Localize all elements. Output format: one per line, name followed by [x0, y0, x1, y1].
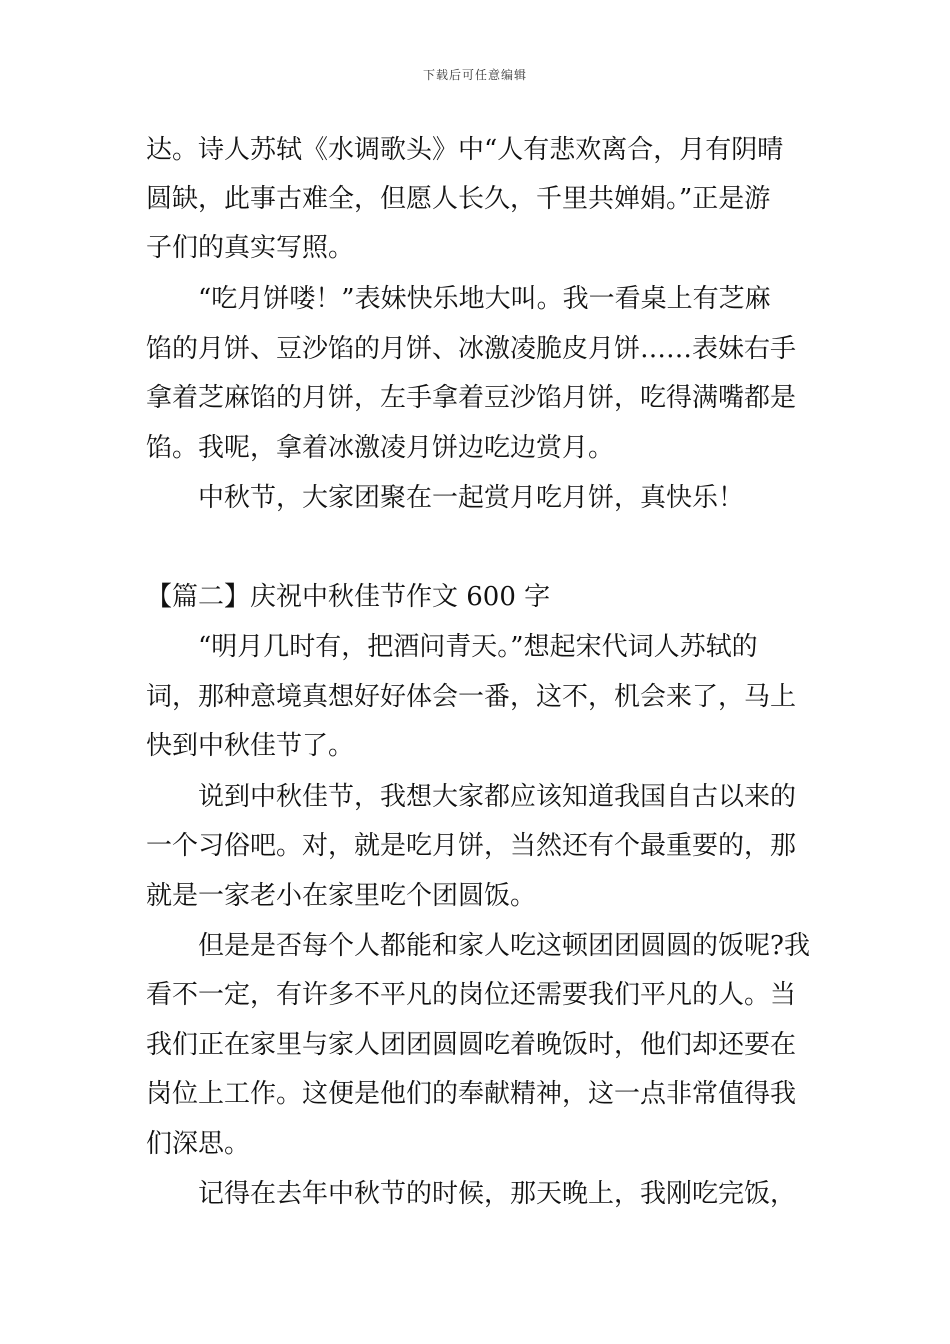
text-line: 词，那种意境真想好好体会一番，这不，机会来了，马上 [146, 682, 797, 712]
text-line: 岗位上工作。这便是他们的奉献精神，这一点非常值得我 [146, 1079, 797, 1109]
text-line: “明月几时有，把酒问青天。”想起宋代词人苏轼的 [198, 632, 758, 662]
text-line: 说到中秋佳节，我想大家都应该知道我国自古以来的 [198, 782, 797, 812]
text-line: 记得在去年中秋节的时候，那天晚上，我刚吃完饭， [198, 1179, 797, 1209]
text-line: 达。诗人苏轼《水调歌头》中“人有悲欢离合，月有阴晴 [146, 135, 784, 165]
section-heading: 【篇二】庆祝中秋佳节作文 600 字 [146, 582, 551, 612]
text-line: 拿着芝麻馅的月饼，左手拿着豆沙馅月饼，吃得满嘴都是 [146, 383, 797, 413]
text-line: 子们的真实写照。 [146, 233, 355, 263]
text-line: 一个习俗吧。对，就是吃月饼，当然还有个最重要的，那 [146, 831, 797, 861]
text-line: 中秋节，大家团聚在一起赏月吃月饼，真快乐！ [198, 483, 745, 513]
text-line: 们深思。 [146, 1129, 251, 1159]
text-line: 但是是否每个人都能和家人吃这顿团团圆圆的饭呢?我 [198, 931, 810, 961]
text-line: 馅的月饼、豆沙馅的月饼、冰激凌脆皮月饼……表妹右手 [146, 334, 797, 364]
text-line: 圆缺，此事古难全，但愿人长久，千里共婵娟。”正是游 [146, 184, 771, 214]
text-line: “吃月饼喽！”表妹快乐地大叫。我一看桌上有芝麻 [198, 284, 771, 314]
text-line: 就是一家老小在家里吃个团圆饭。 [146, 881, 537, 911]
text-line: 馅。我呢，拿着冰激凌月饼边吃边赏月。 [146, 433, 615, 463]
text-line: 看不一定，有许多不平凡的岗位还需要我们平凡的人。当 [146, 980, 797, 1010]
text-line: 我们正在家里与家人团团圆圆吃着晚饭时，他们却还要在 [146, 1030, 797, 1060]
header-note: 下载后可任意编辑 [422, 68, 527, 82]
text-line: 快到中秋佳节了。 [146, 731, 355, 761]
